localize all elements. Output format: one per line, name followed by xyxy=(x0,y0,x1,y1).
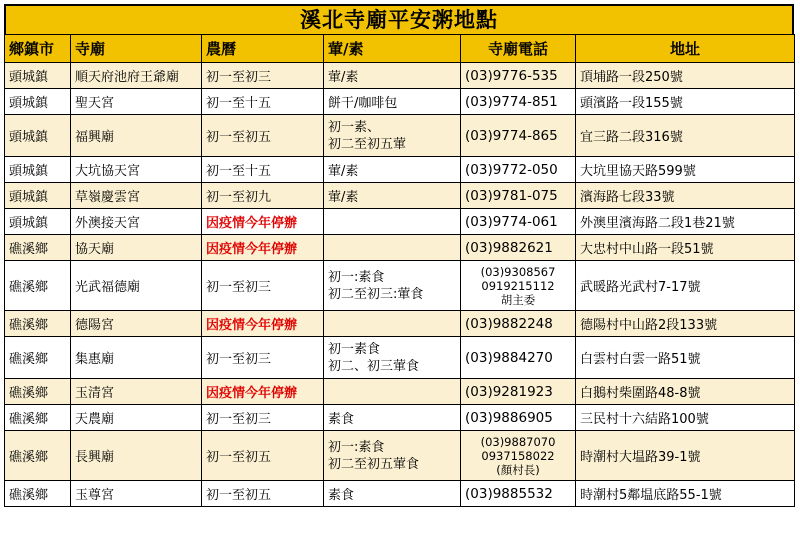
table-row xyxy=(5,481,795,507)
cell-address: 濱海路七段33號 xyxy=(576,183,795,209)
table-row xyxy=(5,63,795,89)
phone-line: (03)9308567 xyxy=(480,264,556,279)
cell-lunar-cancelled: 因疫情今年停辦 xyxy=(202,209,324,235)
table-row xyxy=(5,379,795,405)
diet-line: 初一:素食 xyxy=(328,269,385,285)
cell-temple: 外澳接天宮 xyxy=(71,209,202,235)
cell-diet xyxy=(324,209,461,235)
cell-phone xyxy=(461,431,576,481)
phone-line: 0919215112 xyxy=(481,278,555,293)
cell-phone: (03)9781-075 xyxy=(461,183,576,209)
cell-temple: 協天廟 xyxy=(71,235,202,261)
cell-lunar: 初一至初三 xyxy=(202,337,324,379)
diet-line: 初二、初三葷食 xyxy=(328,358,420,374)
header-address: 地址 xyxy=(576,35,795,63)
table-row xyxy=(5,405,795,431)
cell-lunar: 初一至初三 xyxy=(202,63,324,89)
diet-line: 初二至初五葷食 xyxy=(328,456,420,472)
cell-temple: 順天府池府王爺廟 xyxy=(71,63,202,89)
cell-address: 宜三路二段316號 xyxy=(576,115,795,157)
cell-lunar: 初一至初五 xyxy=(202,431,324,481)
cell-temple: 光武福德廟 xyxy=(71,261,202,311)
cell-temple: 福興廟 xyxy=(71,115,202,157)
cell-temple: 集惠廟 xyxy=(71,337,202,379)
cell-township: 礁溪鄉 xyxy=(5,379,71,405)
cell-township: 礁溪鄉 xyxy=(5,481,71,507)
cell-temple: 玉清宮 xyxy=(71,379,202,405)
cell-township: 礁溪鄉 xyxy=(5,235,71,261)
diet-line: 初二至初五葷 xyxy=(328,136,407,152)
cell-address: 大忠村中山路一段51號 xyxy=(576,235,795,261)
cell-lunar: 初一至初三 xyxy=(202,405,324,431)
cell-phone: (03)9774-851 xyxy=(461,89,576,115)
phone-line: (顏村長) xyxy=(496,462,540,477)
cell-temple: 德陽宮 xyxy=(71,311,202,337)
table-row xyxy=(5,183,795,209)
cell-diet xyxy=(324,311,461,337)
table-title: 溪北寺廟平安粥地點 xyxy=(4,4,794,34)
table-row xyxy=(5,311,795,337)
phone-line: (03)9887070 xyxy=(480,434,556,449)
cell-diet: 葷/素 xyxy=(324,63,461,89)
cell-phone: (03)9886905 xyxy=(461,405,576,431)
cell-temple: 長興廟 xyxy=(71,431,202,481)
cell-lunar-cancelled: 因疫情今年停辦 xyxy=(202,379,324,405)
cell-township: 礁溪鄉 xyxy=(5,311,71,337)
cell-township: 礁溪鄉 xyxy=(5,405,71,431)
cell-lunar: 初一至十五 xyxy=(202,157,324,183)
cell-temple: 草嶺慶雲宮 xyxy=(71,183,202,209)
cell-lunar: 初一至初九 xyxy=(202,183,324,209)
cell-address: 頭濱路一段155號 xyxy=(576,89,795,115)
cell-lunar: 初一至初五 xyxy=(202,481,324,507)
phone-line: 0937158022 xyxy=(481,448,555,463)
cell-address: 外澳里濱海路二段1巷21號 xyxy=(576,209,795,235)
cell-phone: (03)9281923 xyxy=(461,379,576,405)
cell-phone xyxy=(461,261,576,311)
cell-address: 白雲村白雲一路51號 xyxy=(576,337,795,379)
cell-diet xyxy=(324,379,461,405)
table-row xyxy=(5,235,795,261)
cell-diet xyxy=(324,337,461,379)
cell-lunar-cancelled: 因疫情今年停辦 xyxy=(202,311,324,337)
cell-township: 礁溪鄉 xyxy=(5,337,71,379)
cell-phone: (03)9772-050 xyxy=(461,157,576,183)
cell-diet xyxy=(324,261,461,311)
cell-township: 頭城鎮 xyxy=(5,63,71,89)
temple-table-container xyxy=(4,4,794,507)
diet-line: 初一素、 xyxy=(328,119,381,135)
header-lunar: 農曆 xyxy=(202,35,324,63)
cell-temple: 天農廟 xyxy=(71,405,202,431)
cell-phone: (03)9882621 xyxy=(461,235,576,261)
header-phone: 寺廟電話 xyxy=(461,35,576,63)
cell-diet xyxy=(324,115,461,157)
table-row xyxy=(5,157,795,183)
phone-line: 胡主委 xyxy=(500,292,536,307)
cell-township: 頭城鎮 xyxy=(5,157,71,183)
cell-diet: 餅干/咖啡包 xyxy=(324,89,461,115)
cell-phone: (03)9776-535 xyxy=(461,63,576,89)
cell-diet: 葷/素 xyxy=(324,157,461,183)
cell-township: 頭城鎮 xyxy=(5,115,71,157)
cell-diet xyxy=(324,431,461,481)
table-row xyxy=(5,337,795,379)
cell-lunar: 初一至十五 xyxy=(202,89,324,115)
cell-township: 頭城鎮 xyxy=(5,89,71,115)
header-temple: 寺廟 xyxy=(71,35,202,63)
cell-phone: (03)9882248 xyxy=(461,311,576,337)
cell-address: 時潮村5鄰塭底路55-1號 xyxy=(576,481,795,507)
cell-phone: (03)9884270 xyxy=(461,337,576,379)
cell-address: 德陽村中山路2段133號 xyxy=(576,311,795,337)
cell-address: 大坑里協天路599號 xyxy=(576,157,795,183)
table-row xyxy=(5,209,795,235)
cell-address: 時潮村大塭路39-1號 xyxy=(576,431,795,481)
cell-temple: 聖天宮 xyxy=(71,89,202,115)
cell-address: 武暖路光武村7-17號 xyxy=(576,261,795,311)
cell-diet: 素食 xyxy=(324,481,461,507)
cell-temple: 大坑協天宮 xyxy=(71,157,202,183)
cell-lunar: 初一至初三 xyxy=(202,261,324,311)
header-township: 鄉鎮市 xyxy=(5,35,71,63)
diet-line: 初一:素食 xyxy=(328,439,385,455)
header-row xyxy=(5,35,795,63)
cell-township: 礁溪鄉 xyxy=(5,261,71,311)
diet-line: 初二至初三:葷食 xyxy=(328,286,424,302)
cell-phone: (03)9774-061 xyxy=(461,209,576,235)
diet-line: 初一素食 xyxy=(328,341,381,357)
cell-township: 頭城鎮 xyxy=(5,183,71,209)
cell-lunar: 初一至初五 xyxy=(202,115,324,157)
cell-address: 頂埔路一段250號 xyxy=(576,63,795,89)
cell-temple: 玉尊宮 xyxy=(71,481,202,507)
table-row xyxy=(5,261,795,311)
cell-diet: 葷/素 xyxy=(324,183,461,209)
table-row xyxy=(5,115,795,157)
cell-township: 頭城鎮 xyxy=(5,209,71,235)
cell-lunar-cancelled: 因疫情今年停辦 xyxy=(202,235,324,261)
cell-phone: (03)9774-865 xyxy=(461,115,576,157)
cell-township: 礁溪鄉 xyxy=(5,431,71,481)
header-diet: 葷/素 xyxy=(324,35,461,63)
table-row xyxy=(5,89,795,115)
cell-address: 三民村十六結路100號 xyxy=(576,405,795,431)
cell-diet xyxy=(324,235,461,261)
cell-diet: 素食 xyxy=(324,405,461,431)
cell-phone: (03)9885532 xyxy=(461,481,576,507)
temple-table xyxy=(4,34,795,507)
cell-address: 白鵝村柴圍路48-8號 xyxy=(576,379,795,405)
table-row xyxy=(5,431,795,481)
